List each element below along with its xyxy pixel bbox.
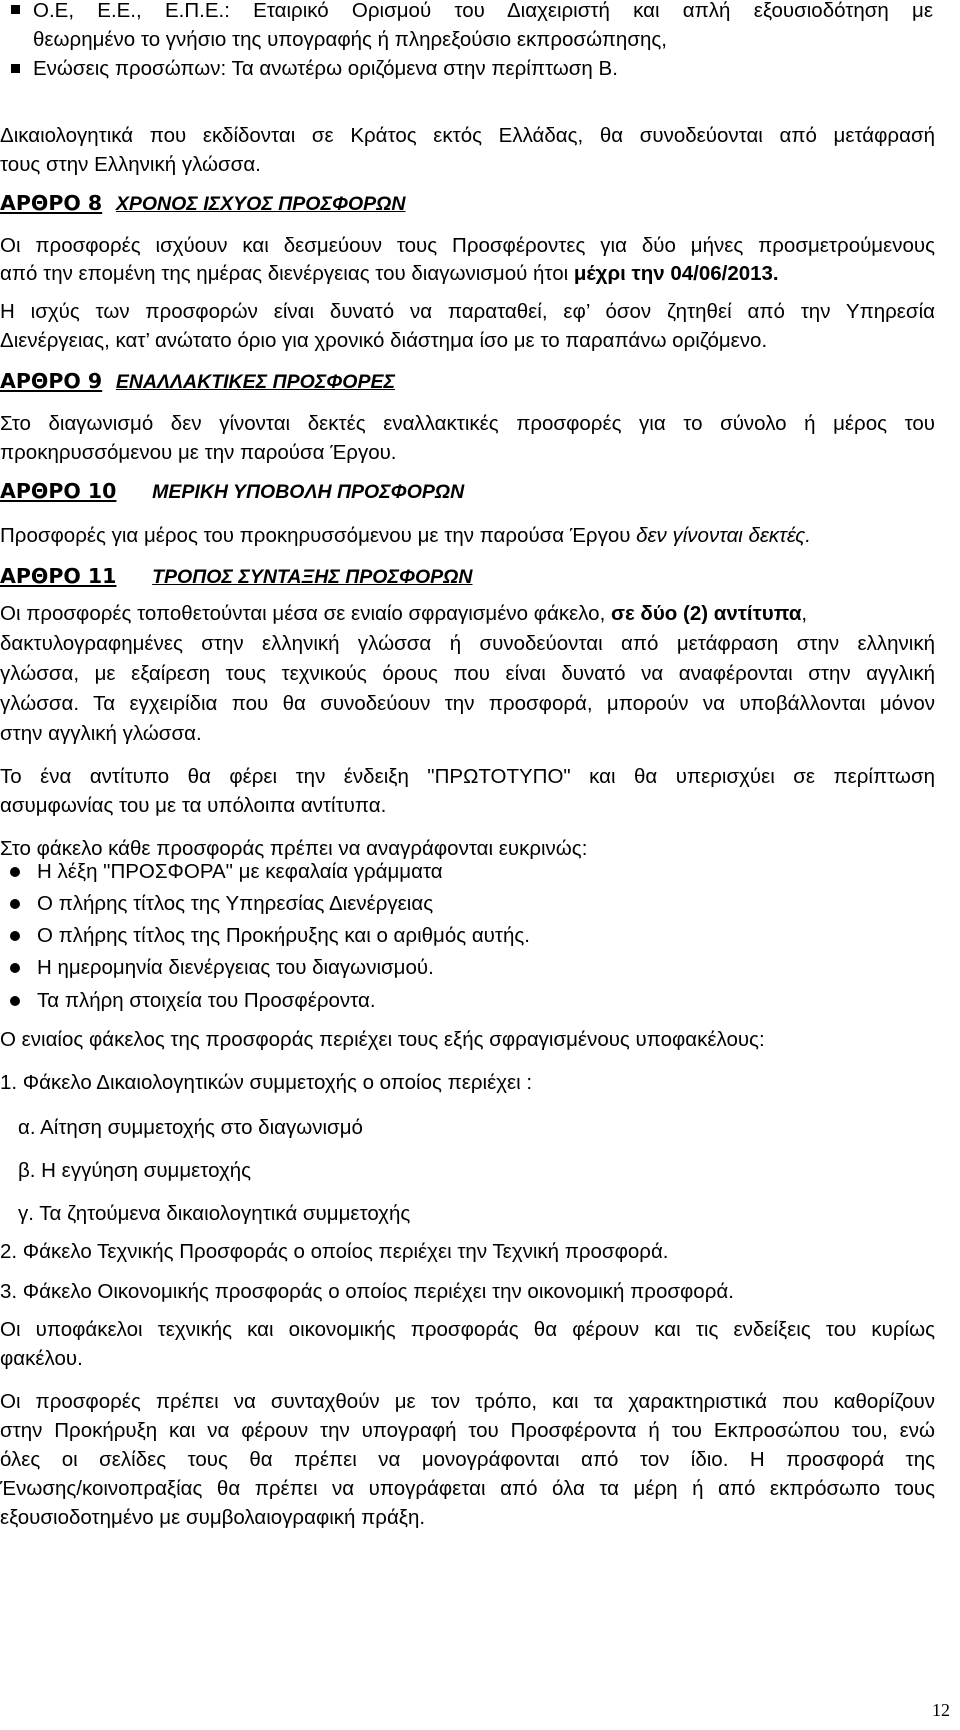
square-bullet-icon: [11, 64, 20, 73]
list-item: 2. Φάκελο Τεχνικής Προσφοράς ο οποίος περιέχει την Τεχνική προσφορά.: [0, 1240, 669, 1263]
article-title: ΧΡΟΝΟΣ ΙΣΧΥΟΣ ΠΡΟΣΦΟΡΩΝ: [115, 193, 406, 215]
text-run: από την επομένη της ημέρας διενέργειας του διαγωνισμού ήτοι: [0, 262, 574, 285]
paragraph-line: Διενέργειας, κατ’ ανώτατο όριο για χρονικό διάστημα ίσο με το παραπάνω οριζόμενο.: [0, 329, 768, 352]
bullet-line: Ενώσεις προσώπων: Τα ανωτέρω οριζόμενα στην περίπτωση Β.: [33, 57, 618, 80]
list-item: Η ημερομηνία διενέργειας του διαγωνισμού.: [37, 956, 434, 979]
paragraph-line: γλώσσα, με εξαίρεση τους τεχνικούς όρους που είναι δυνατό να αναφέρονται στην αγγλική: [0, 662, 935, 685]
bullet-dot-icon: [10, 899, 20, 909]
article-heading: [0, 561, 960, 592]
paragraph-line: Ένωσης/κοινοπραξίας θα πρέπει να υπογράφεται από όλα τα μέρη ή από εκπρόσωπο τους: [0, 1477, 935, 1500]
paragraph-line: Ο ενιαίος φάκελος της προσφοράς περιέχει τους εξής σφραγισμένους υποφακέλους:: [0, 1028, 765, 1051]
paragraph-line: γλώσσα. Τα εγχειρίδια που θα συνοδεύουν την προσφορά, μπορούν να υποβάλλονται μόνον: [0, 692, 935, 715]
copies-text: σε δύο (2) αντίτυπα: [610, 602, 802, 625]
list-item: 3. Φάκελο Οικονομικής προσφοράς ο οποίος περιέχει την οικονομική προσφορά.: [0, 1280, 734, 1303]
list-item: Τα πλήρη στοιχεία του Προσφέροντα.: [37, 989, 376, 1012]
list-item: Η λέξη "ΠΡΟΣΦΟΡΑ" με κεφαλαία γράμματα: [37, 860, 443, 883]
paragraph-line: [0, 521, 960, 551]
list-item: α. Αίτηση συμμετοχής στο διαγωνισμό: [18, 1116, 363, 1139]
paragraph-line: στην Προκήρυξη και να φέρουν την υπογραφή του Προσφέροντα ή του Εκπροσώπου του, ενώ: [0, 1419, 935, 1442]
list-item: 1. Φάκελο Δικαιολογητικών συμμετοχής ο οποίος περιέχει :: [0, 1071, 533, 1094]
page-number: 12: [932, 1700, 950, 1720]
article-heading: [0, 476, 960, 507]
list-item: Ο πλήρης τίτλος της Προκήρυξης και ο αριθμός αυτής.: [37, 924, 530, 947]
paragraph-line: προκηρυσσόμενου με την παρούσα Έργου.: [0, 441, 397, 464]
paragraph-line: Στο φάκελο κάθε προσφοράς πρέπει να αναγράφονται ευκρινώς:: [0, 837, 588, 860]
text-run: ,: [801, 602, 808, 625]
paragraph-line: [0, 259, 960, 289]
paragraph-line: όλες οι σελίδες τους θα πρέπει να μονογράφονται από τον ίδιο. Η προσφορά της: [0, 1448, 935, 1471]
deadline-text: μέχρι την 04/06/2013.: [573, 262, 779, 285]
paragraph-line: Δικαιολογητικά που εκδίδονται σε Κράτος εκτός Ελλάδας, θα συνοδεύονται από μετάφρασή: [0, 124, 935, 147]
paragraph-line: φακέλου.: [0, 1347, 83, 1370]
paragraph-line: Στο διαγωνισμό δεν γίνονται δεκτές εναλλακτικές προσφορές για το σύνολο ή μέρος του: [0, 412, 935, 435]
bullet-dot-icon: [10, 867, 20, 877]
article-heading: [0, 188, 960, 219]
article-label: ΑΡΘΡΟ 11: [0, 564, 117, 588]
bullet-dot-icon: [10, 963, 20, 973]
paragraph-line: Το ένα αντίτυπο θα φέρει την ένδειξη "ΠΡΩΤΟΤΥΠΟ" και θα υπερισχύει σε περίπτωση: [0, 765, 935, 788]
paragraph-line: Οι υποφάκελοι τεχνικής και οικονομικής προσφοράς θα φέρουν και τις ενδείξεις του κυρίως: [0, 1318, 935, 1341]
paragraph-line: στην αγγλική γλώσσα.: [0, 722, 202, 745]
emphasis-text: δεν γίνονται δεκτές.: [636, 524, 811, 547]
square-bullet-icon: [11, 5, 20, 14]
text-run: Προσφορές για μέρος του προκηρυσσόμενου με την παρούσα Έργου: [0, 524, 637, 547]
article-title: ΜΕΡΙΚΗ ΥΠΟΒΟΛΗ ΠΡΟΣΦΟΡΩΝ: [152, 481, 465, 503]
article-label: ΑΡΘΡΟ 8: [0, 191, 103, 215]
bullet-dot-icon: [10, 931, 20, 941]
text-run: Οι προσφορές τοποθετούνται μέσα σε ενιαίο σφραγισμένο φάκελο,: [0, 602, 611, 625]
paragraph-line: τους στην Ελληνική γλώσσα.: [0, 153, 261, 176]
paragraph-line: δακτυλογραφημένες στην ελληνική γλώσσα ή συνοδεύονται από μετάφραση στην ελληνική: [0, 632, 935, 655]
article-label: ΑΡΘΡΟ 10: [0, 479, 117, 503]
article-label: ΑΡΘΡΟ 9: [0, 369, 103, 393]
list-item: Ο πλήρης τίτλος της Υπηρεσίας Διενέργειας: [37, 892, 434, 915]
paragraph-line: ασυμφωνίας του με τα υπόλοιπα αντίτυπα.: [0, 794, 387, 817]
article-title: ΕΝΑΛΛΑΚΤΙΚΕΣ ΠΡΟΣΦΟΡΕΣ: [115, 371, 395, 393]
paragraph-line: [0, 599, 960, 629]
paragraph-line: Οι προσφορές ισχύουν και δεσμεύουν τους Προσφέροντες για δύο μήνες προσμετρούμενους: [0, 234, 935, 257]
list-item: β. Η εγγύηση συμμετοχής: [18, 1159, 252, 1182]
bullet-dot-icon: [10, 996, 20, 1006]
bullet-line: θεωρημένο το γνήσιο της υπογραφής ή πληρεξούσιο εκπροσώπησης,: [33, 28, 667, 51]
paragraph-line: Η ισχύς των προσφορών είναι δυνατό να παραταθεί, εφ’ όσον ζητηθεί από την Υπηρεσία: [0, 300, 935, 323]
article-heading: [0, 366, 960, 397]
paragraph-line: Οι προσφορές πρέπει να συνταχθούν με τον τρόπο, και τα χαρακτηριστικά που καθορίζουν: [0, 1390, 935, 1413]
list-item: γ. Τα ζητούμενα δικαιολογητικά συμμετοχής: [18, 1202, 411, 1225]
article-title: ΤΡΟΠΟΣ ΣΥΝΤΑΞΗΣ ΠΡΟΣΦΟΡΩΝ: [152, 566, 473, 588]
paragraph-line: εξουσιοδοτημένο με συμβολαιογραφική πράξη.: [0, 1506, 426, 1529]
bullet-line: Ο.Ε, Ε.Ε., Ε.Π.Ε.: Εταιρικό Ορισμού του Διαχειριστή και απλή εξουσιοδότηση με: [33, 0, 933, 22]
